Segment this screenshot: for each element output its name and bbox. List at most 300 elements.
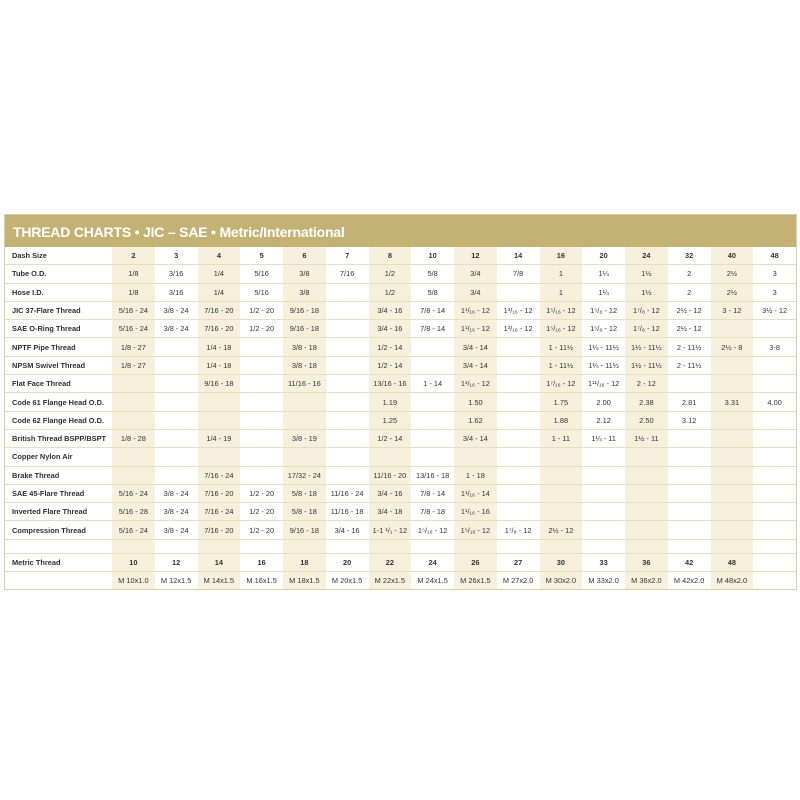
table-cell: M 26x1.5 <box>454 572 497 590</box>
table-cell <box>240 466 283 484</box>
table-cell: M 36x2.0 <box>625 572 668 590</box>
table-cell <box>283 393 326 411</box>
table-cell: 1¹¹/₁₆ - 12 <box>582 375 625 393</box>
table-cell: 5 <box>240 247 283 265</box>
table-cell: 13/16 - 16 <box>369 375 412 393</box>
table-cell: 3-8 <box>753 338 796 356</box>
table-cell: 1³/₁₆ - 12 <box>497 301 540 319</box>
table-cell: 1⁵/₁₆ - 12 <box>540 301 583 319</box>
table-cell: 1/2 <box>369 283 412 301</box>
table-cell <box>540 466 583 484</box>
table-cell: 11/16 - 20 <box>369 466 412 484</box>
table-cell: 2½ - 8 <box>711 338 754 356</box>
spacer-cell <box>198 539 241 553</box>
table-cell: 3/4 - 16 <box>326 521 369 539</box>
table-row <box>5 484 796 502</box>
table-cell: 1⁵/₈ - 12 <box>582 320 625 338</box>
table-cell <box>753 448 796 466</box>
table-cell <box>155 375 198 393</box>
table-cell: 1⁷/₈ - 12 <box>625 301 668 319</box>
table-cell: 1/2 <box>369 265 412 283</box>
table-cell <box>753 429 796 447</box>
table-cell: 1/8 <box>112 265 155 283</box>
table-cell: 16 <box>540 247 583 265</box>
table-cell: M 20x1.5 <box>331 576 363 586</box>
table-cell: 4 <box>198 247 241 265</box>
table-cell: 3 <box>753 265 796 283</box>
table-cell <box>540 503 583 521</box>
table-row <box>5 503 796 521</box>
table-cell: 3/8 - 24 <box>155 320 198 338</box>
row-label <box>5 572 112 590</box>
table-cell <box>155 356 198 374</box>
table-cell <box>582 466 625 484</box>
table-cell: 7/8 - 18 <box>411 503 454 521</box>
table-cell <box>240 338 283 356</box>
table-cell: 3 <box>753 283 796 301</box>
table-cell: 1/4 - 18 <box>198 356 241 374</box>
table-cell: 4.00 <box>753 393 796 411</box>
table-cell <box>668 429 711 447</box>
table-cell: 1¼ - 11 <box>582 429 625 447</box>
table-cell: 2 - 12 <box>625 375 668 393</box>
table-cell <box>753 411 796 429</box>
table-cell: 1¼ <box>582 283 625 301</box>
table-cell: 3/4 <box>454 283 497 301</box>
row-label: British Thread BSPP/BSPT <box>5 429 112 447</box>
table-cell: 7/8 - 14 <box>411 301 454 319</box>
table-cell: 5/8 <box>411 265 454 283</box>
table-cell <box>326 393 369 411</box>
table-cell: 7/16 - 20 <box>198 301 241 319</box>
table-cell <box>411 356 454 374</box>
table-cell <box>240 448 283 466</box>
row-label: SAE O-Ring Thread <box>5 320 112 338</box>
table-cell <box>326 301 369 319</box>
table-cell <box>155 411 198 429</box>
table-cell: 1¹/₁₆ - 12 <box>454 320 497 338</box>
table-cell: M 12x1.5 <box>160 576 192 586</box>
table-cell <box>240 356 283 374</box>
table-cell: 1⁵/₁₆ - 12 <box>411 521 454 539</box>
table-cell: 3/8 - 18 <box>283 338 326 356</box>
table-cell: 3/16 <box>155 265 198 283</box>
table-cell: 2.81 <box>668 393 711 411</box>
table-cell: 2½ <box>711 265 754 283</box>
table-cell <box>411 411 454 429</box>
table-cell: 1/8 - 27 <box>112 338 155 356</box>
table-cell: 5/16 <box>240 283 283 301</box>
table-cell: M 30x2.0 <box>540 572 583 590</box>
table-cell: 1/2 - 20 <box>240 503 283 521</box>
table-cell: 1/4 <box>198 265 241 283</box>
table-row <box>5 553 796 571</box>
table-cell: 27 <box>497 553 540 571</box>
table-cell: 1³/₁₆ - 12 <box>497 320 540 338</box>
table-cell: M 48x2.0 <box>711 572 754 590</box>
table-cell: 3/4 - 18 <box>369 503 412 521</box>
table-cell <box>668 521 711 539</box>
table-cell: 1/8 <box>112 283 155 301</box>
table-cell: 3/4 - 16 <box>369 484 412 502</box>
row-label: NPSM Swivel Thread <box>5 356 112 374</box>
table-cell <box>753 484 796 502</box>
table-cell: 5/16 - 24 <box>112 301 155 319</box>
table-cell <box>711 375 754 393</box>
table-cell <box>753 320 796 338</box>
table-cell <box>112 393 155 411</box>
table-cell: 2 <box>668 265 711 283</box>
spacer-cell <box>753 539 796 553</box>
table-cell: M 16x1.5 <box>246 576 277 586</box>
table-cell <box>582 521 625 539</box>
table-cell: 3 <box>155 247 198 265</box>
table-cell <box>753 466 796 484</box>
table-cell: 12 <box>155 553 198 571</box>
table-cell: 6 <box>283 247 326 265</box>
table-cell: 1⁵/₈ - 12 <box>582 301 625 319</box>
spacer-cell <box>369 539 412 553</box>
table-cell: 3/4 <box>454 265 497 283</box>
table-cell: 1⁵/₁₆ - 12 <box>540 320 583 338</box>
table-cell: 24 <box>411 553 454 571</box>
table-cell: 14 <box>497 247 540 265</box>
table-cell: 2 - 11½ <box>668 338 711 356</box>
table-cell <box>711 521 754 539</box>
spacer-cell <box>112 539 155 553</box>
table-cell <box>155 448 198 466</box>
table-cell: 32 <box>668 247 711 265</box>
table-cell <box>753 375 796 393</box>
table-cell: 3/8 - 24 <box>155 503 198 521</box>
table-cell: 1⁷/₈ - 12 <box>497 521 540 539</box>
table-cell: 26 <box>454 553 497 571</box>
row-label: Tube O.D. <box>5 265 112 283</box>
spacer-cell <box>540 539 583 553</box>
table-cell <box>326 320 369 338</box>
table-cell <box>668 448 711 466</box>
table-cell: 2.50 <box>625 411 668 429</box>
table-cell: 7/8 - 14 <box>411 484 454 502</box>
spacer-cell <box>668 539 711 553</box>
table-row <box>5 429 796 447</box>
table-cell: M 27x2.0 <box>502 576 534 586</box>
table-cell <box>582 448 625 466</box>
table-cell: 7/16 - 20 <box>198 484 241 502</box>
table-cell: 18 <box>283 553 326 571</box>
table-cell <box>711 448 754 466</box>
table-cell: 5/16 <box>240 265 283 283</box>
table-cell <box>283 448 326 466</box>
table-cell: 3/8 - 24 <box>155 521 198 539</box>
table-cell: 5/16 - 24 <box>112 484 155 502</box>
table-cell <box>497 484 540 502</box>
table-cell: 1¼ <box>582 265 625 283</box>
table-cell: M 42x2.0 <box>673 576 705 586</box>
table-cell: 1⁵/₁₆ - 12 <box>454 521 497 539</box>
table-cell <box>582 484 625 502</box>
table-cell: 7/16 - 20 <box>198 320 241 338</box>
table-row <box>5 338 796 356</box>
table-cell <box>497 448 540 466</box>
table-cell <box>711 320 754 338</box>
table-cell <box>240 375 283 393</box>
table-cell <box>497 283 540 301</box>
table-cell: M 24x1.5 <box>417 576 448 586</box>
table-cell: 33 <box>582 553 625 571</box>
table-cell: 2 <box>112 247 155 265</box>
table-cell <box>198 411 241 429</box>
table-cell <box>668 466 711 484</box>
table-row <box>5 411 796 429</box>
table-cell: 3/4 - 16 <box>369 320 412 338</box>
table-cell <box>625 521 668 539</box>
table-cell: 1¼ - 11½ <box>582 356 625 374</box>
table-cell: 12 <box>454 247 497 265</box>
table-cell: 1/2 - 20 <box>240 521 283 539</box>
table-cell: 2.38 <box>625 393 668 411</box>
table-cell: 1⁷/₈ - 12 <box>625 320 668 338</box>
row-label: NPTF Pipe Thread <box>5 338 112 356</box>
table-cell <box>497 338 540 356</box>
table-cell: 5/16 - 24 <box>112 521 155 539</box>
row-label: Code 62 Flange Head O.D. <box>5 411 112 429</box>
spacer-cell <box>582 539 625 553</box>
table-cell: 1/2 - 20 <box>240 320 283 338</box>
table-cell <box>711 503 754 521</box>
spacer-cell <box>711 539 754 553</box>
table-cell: 20 <box>582 247 625 265</box>
table-cell: 1 - 11 <box>540 429 583 447</box>
table-cell: 42 <box>668 553 711 571</box>
table-cell: 1¹/₁₆ - 16 <box>454 503 497 521</box>
table-cell: 1³/₁₆ - 12 <box>454 375 497 393</box>
table-cell: 1-1 ¹/₁ - 12 <box>369 521 412 539</box>
table-cell: 7 <box>326 247 369 265</box>
thread-table <box>5 247 796 589</box>
table-cell <box>668 484 711 502</box>
table-cell <box>540 484 583 502</box>
table-cell: 7/16 <box>326 265 369 283</box>
table-cell: 2½ - 12 <box>668 320 711 338</box>
table-row <box>5 521 796 539</box>
table-cell: 3.12 <box>668 411 711 429</box>
table-cell: 3.31 <box>711 393 754 411</box>
table-cell: 10 <box>112 553 155 571</box>
table-cell: 11/16 - 24 <box>326 484 369 502</box>
table-cell: 7/16 - 24 <box>198 466 241 484</box>
table-cell: M 33x2.0 <box>588 576 619 586</box>
table-cell: 30 <box>540 553 583 571</box>
table-cell: 1½ <box>625 265 668 283</box>
table-cell: 8 <box>369 247 412 265</box>
table-cell: 3 - 12 <box>711 301 754 319</box>
table-cell: 1.19 <box>369 393 412 411</box>
table-cell: 1¹/₁₆ - 14 <box>454 484 497 502</box>
table-cell <box>112 375 155 393</box>
row-label: Inverted Flare Thread <box>5 503 112 521</box>
table-cell <box>753 356 796 374</box>
table-cell <box>326 448 369 466</box>
table-cell: 2½ <box>711 283 754 301</box>
table-cell: 1 - 14 <box>411 375 454 393</box>
table-cell: 1/2 - 20 <box>240 484 283 502</box>
table-cell: 1/4 - 18 <box>198 338 241 356</box>
table-cell: 3/4 - 16 <box>369 301 412 319</box>
table-cell <box>198 448 241 466</box>
table-cell: 1.25 <box>369 411 412 429</box>
spacer-cell <box>155 539 198 553</box>
table-cell: 1½ <box>625 283 668 301</box>
table-cell <box>326 411 369 429</box>
spacer-cell <box>5 539 112 553</box>
table-cell: 3/16 <box>155 283 198 301</box>
table-cell <box>711 411 754 429</box>
table-cell <box>240 411 283 429</box>
table-cell: M 18x1.5 <box>283 572 326 590</box>
row-label: Brake Thread <box>5 466 112 484</box>
table-cell <box>155 338 198 356</box>
table-cell <box>497 411 540 429</box>
table-cell <box>711 429 754 447</box>
table-cell: 1.75 <box>540 393 583 411</box>
table-cell <box>369 448 412 466</box>
table-cell <box>112 411 155 429</box>
table-cell: 3/8 <box>283 265 326 283</box>
table-cell <box>497 375 540 393</box>
table-cell <box>625 503 668 521</box>
table-body <box>5 247 796 589</box>
table-cell <box>411 429 454 447</box>
table-cell: M 14x1.5 <box>198 572 241 590</box>
table-cell: M 10x1.0 <box>112 572 155 590</box>
table-cell: 3½ - 12 <box>753 301 796 319</box>
table-cell <box>497 393 540 411</box>
row-label: Compression Thread <box>5 521 112 539</box>
table-cell: 48 <box>711 553 754 571</box>
table-row <box>5 572 796 590</box>
table-cell: 1 <box>540 265 583 283</box>
spacer-cell <box>625 539 668 553</box>
table-cell <box>497 356 540 374</box>
table-cell: 5/16 - 24 <box>112 320 155 338</box>
table-cell <box>240 393 283 411</box>
table-cell: 1⁷/₁₆ - 12 <box>540 375 583 393</box>
table-cell: 7/8 <box>497 265 540 283</box>
table-cell <box>753 572 796 590</box>
table-cell: 7/16 - 20 <box>198 521 241 539</box>
table-cell: 9/16 - 18 <box>283 521 326 539</box>
table-cell <box>112 466 155 484</box>
table-cell: 40 <box>711 247 754 265</box>
table-cell <box>711 484 754 502</box>
table-cell <box>112 448 155 466</box>
table-cell: 36 <box>625 553 668 571</box>
chart-title: THREAD CHARTS • JIC – SAE • Metric/International <box>5 215 796 247</box>
row-label: Flat Face Thread <box>5 375 112 393</box>
table-cell <box>326 356 369 374</box>
table-cell <box>155 429 198 447</box>
table-cell <box>668 375 711 393</box>
table-cell: 17/32 - 24 <box>283 466 326 484</box>
table-cell: 1/2 - 14 <box>369 356 412 374</box>
spacer-cell <box>454 539 497 553</box>
table-cell <box>326 375 369 393</box>
table-cell <box>240 429 283 447</box>
table-cell: 16 <box>240 553 283 571</box>
table-cell: 3/4 - 14 <box>454 356 497 374</box>
table-cell <box>753 553 796 571</box>
table-cell: 1 - 11½ <box>540 356 583 374</box>
table-cell: 1/8 - 28 <box>112 429 155 447</box>
table-cell: 1½ - 11½ <box>625 356 668 374</box>
table-row <box>5 247 796 265</box>
table-row <box>5 283 796 301</box>
table-cell <box>497 466 540 484</box>
table-cell: 1½ - 11½ <box>625 338 668 356</box>
table-cell <box>625 448 668 466</box>
table-cell <box>326 338 369 356</box>
table-row <box>5 375 796 393</box>
table-cell: 1.62 <box>454 411 497 429</box>
table-cell: 1.88 <box>540 411 583 429</box>
row-label: SAE 45-Flare Thread <box>5 484 112 502</box>
table-cell <box>283 411 326 429</box>
table-cell: 3/8 - 18 <box>283 356 326 374</box>
table-cell: 20 <box>326 553 369 571</box>
table-cell: 2.12 <box>582 411 625 429</box>
table-cell: 3/8 - 24 <box>155 301 198 319</box>
table-cell: 3/8 <box>283 283 326 301</box>
table-cell: 9/16 - 18 <box>198 375 241 393</box>
spacer-cell <box>240 539 283 553</box>
row-label: Dash Size <box>5 247 112 265</box>
table-cell <box>326 283 369 301</box>
table-cell: 1.50 <box>454 393 497 411</box>
table-cell <box>454 448 497 466</box>
table-cell: 11/16 - 16 <box>283 375 326 393</box>
row-label: JIC 37-Flare Thread <box>5 301 112 319</box>
table-cell <box>411 393 454 411</box>
table-cell: 2 <box>668 283 711 301</box>
table-cell: 1¼ - 11½ <box>582 338 625 356</box>
table-cell <box>753 521 796 539</box>
spacer-cell <box>326 539 369 553</box>
table-cell <box>326 466 369 484</box>
table-cell: 22 <box>369 553 412 571</box>
table-cell: 24 <box>625 247 668 265</box>
table-cell: 5/8 - 18 <box>283 503 326 521</box>
table-cell: 11/16 - 18 <box>326 503 369 521</box>
spacer-cell <box>411 539 454 553</box>
row-label: Copper Nylon Air <box>5 448 112 466</box>
table-cell: 1¹/₁₆ - 12 <box>454 301 497 319</box>
table-cell: 1 - 18 <box>454 466 497 484</box>
table-cell: 5/16 - 28 <box>112 503 155 521</box>
table-cell <box>753 503 796 521</box>
table-row <box>5 448 796 466</box>
table-cell: 1 <box>540 283 583 301</box>
table-cell <box>155 393 198 411</box>
row-label: Code 61 Flange Head O.D. <box>5 393 112 411</box>
table-cell: 3/8 - 19 <box>283 429 326 447</box>
table-row <box>5 320 796 338</box>
table-cell: 5/8 - 18 <box>283 484 326 502</box>
table-cell: 2½ - 12 <box>668 301 711 319</box>
table-cell: 9/16 - 18 <box>283 320 326 338</box>
table-cell: 1/2 - 14 <box>369 338 412 356</box>
table-cell <box>198 393 241 411</box>
